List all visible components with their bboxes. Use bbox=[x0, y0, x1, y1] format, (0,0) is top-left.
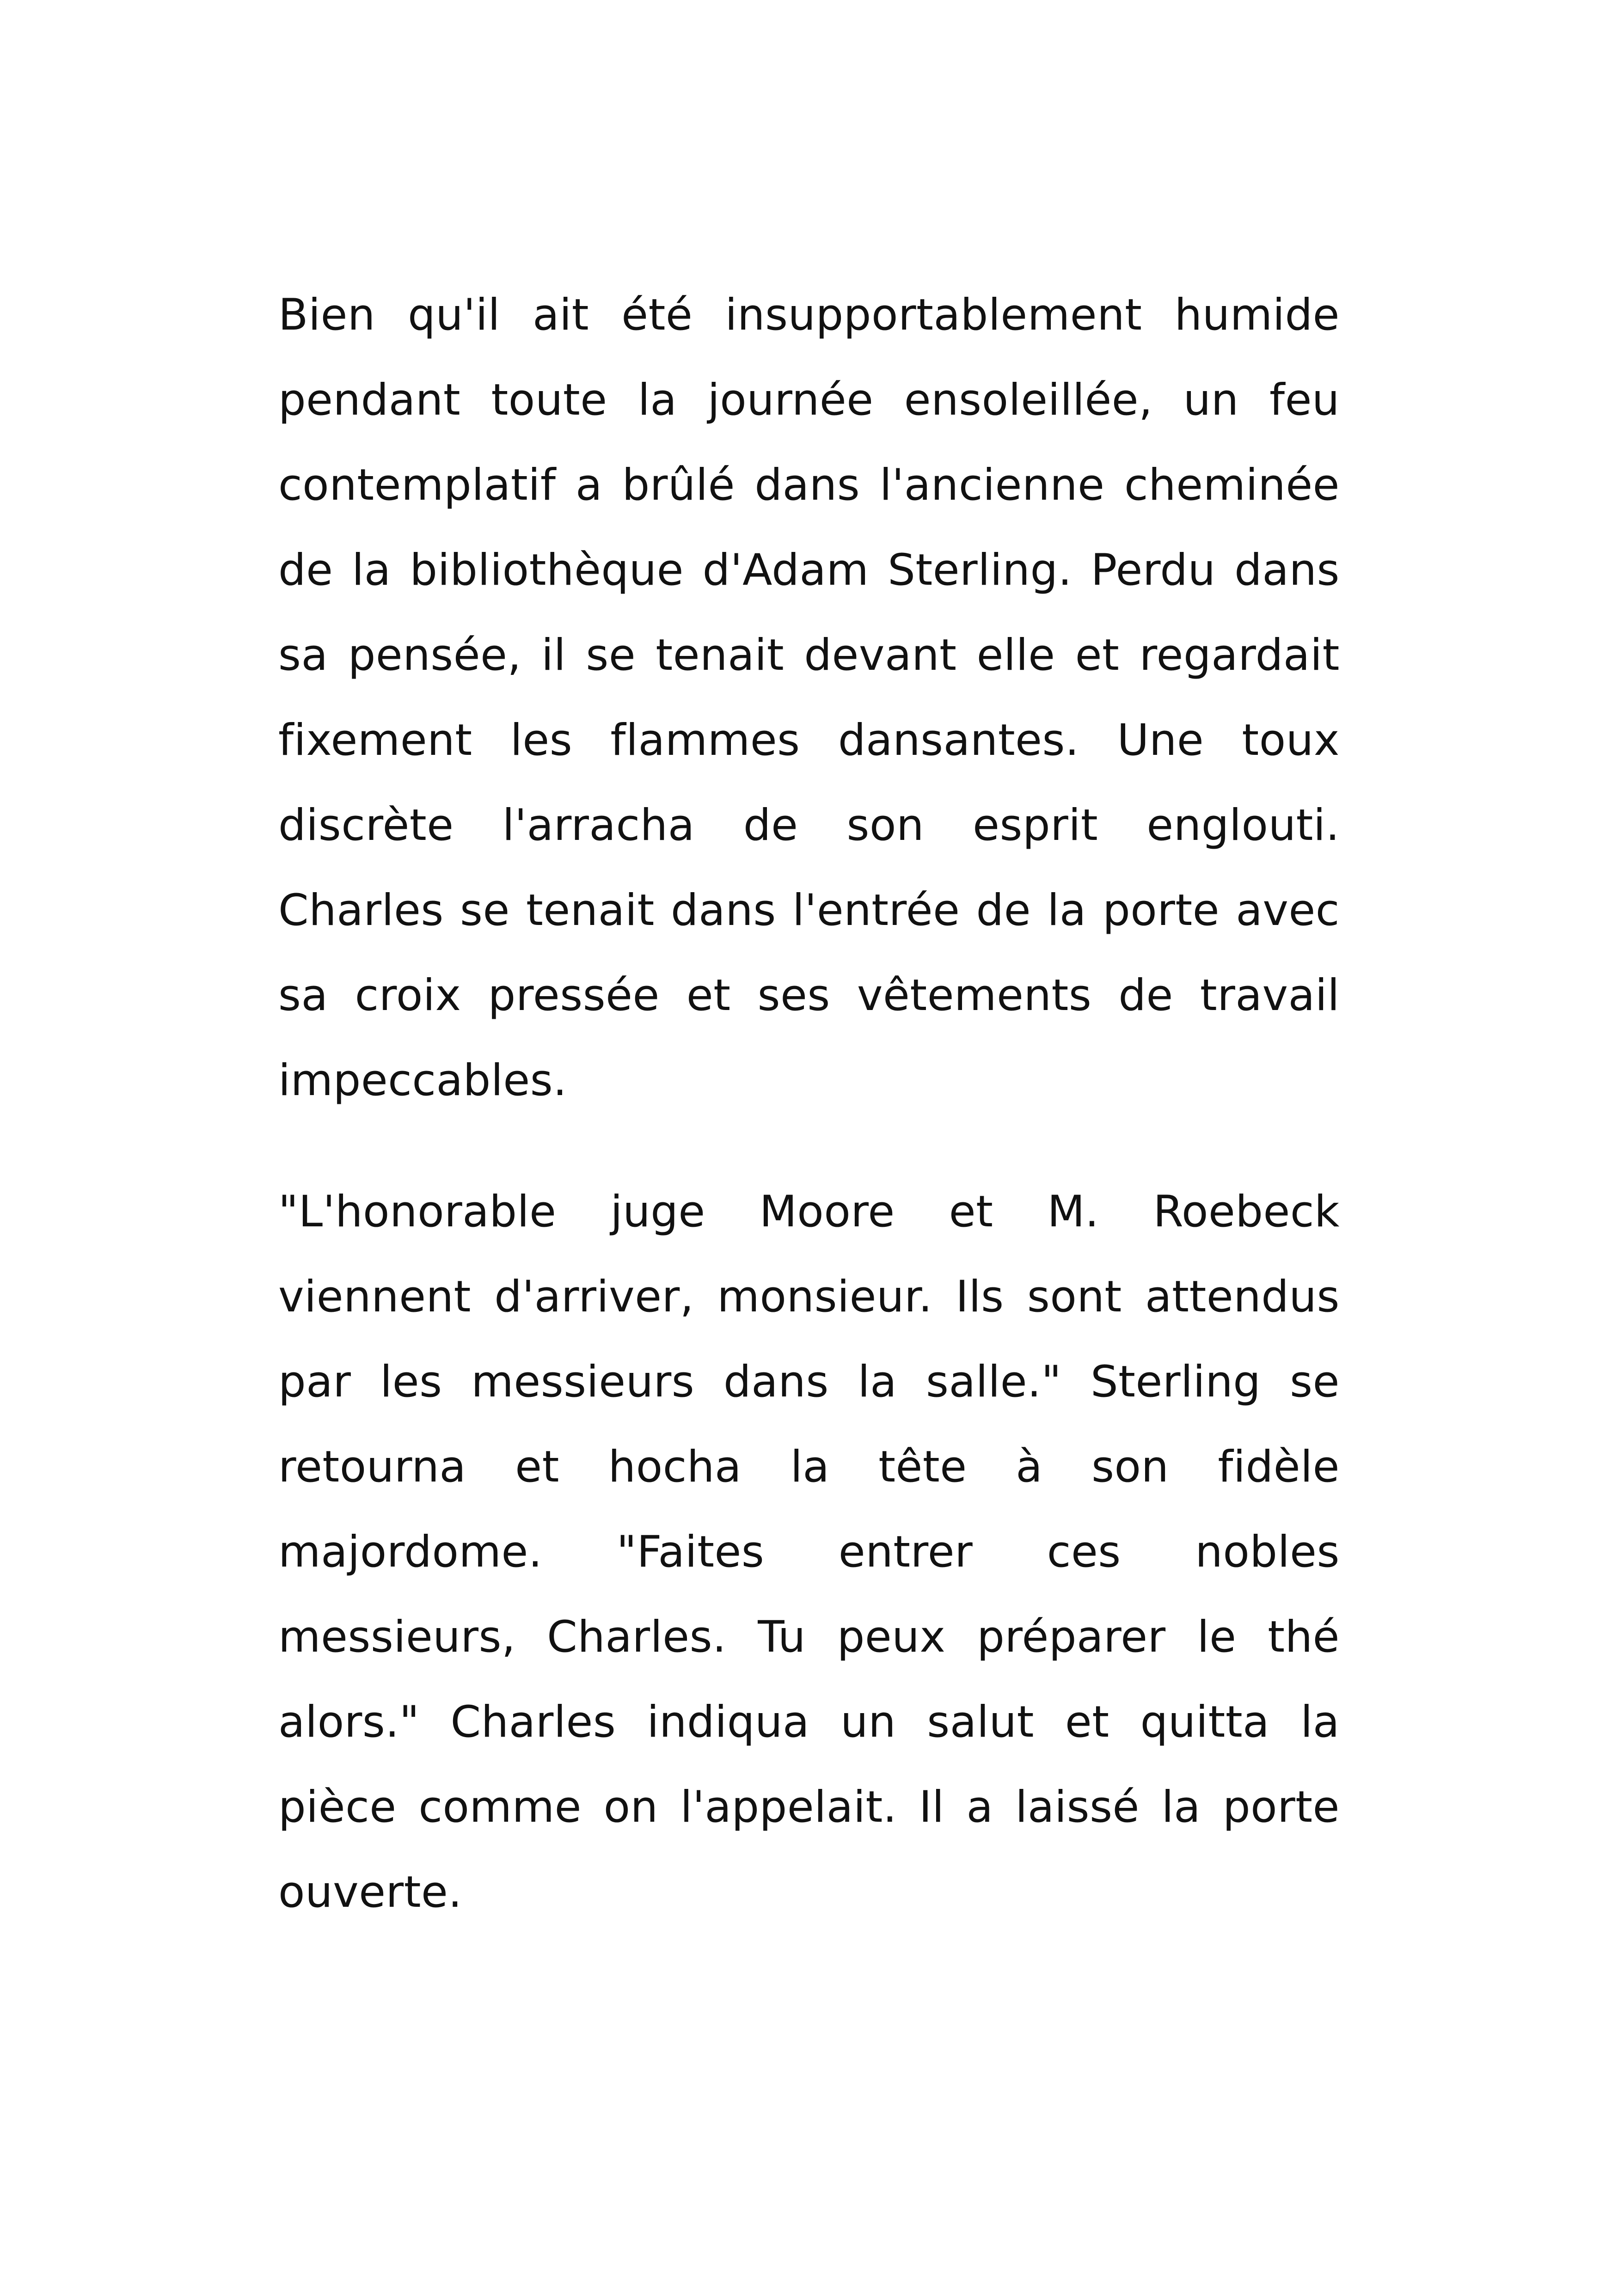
body-text bbox=[278, 273, 1340, 1935]
paragraph-2: "L'honorable juge Moore et M. Roebeck viennent d'arriver, monsieur. Ils sont attendus par les messieurs dans la salle." Sterling se retourna et hocha la tête à son fidèle majordome. "Faites entrer ces nobles messieurs, Charles. Tu peux préparer le thé alors." Charles indiqua un salut et quitta la pièce comme on l'appelait. Il a laissé la porte ouverte. bbox=[278, 1187, 1340, 1917]
paragraph-1: Bien qu'il ait été insupportablement humide pendant toute la journée ensoleillée, un feu contemplatif a brûlé dans l'ancienne cheminée de la bibliothèque d'Adam Sterling. Perdu dans sa pensée, il se tenait devant elle et regardait fixement les flammes dansantes. Une toux discrète l'arracha de son esprit englouti. Charles se tenait dans l'entrée de la porte avec sa croix pressée et ses vêtements de travail impeccables. bbox=[278, 290, 1340, 1106]
